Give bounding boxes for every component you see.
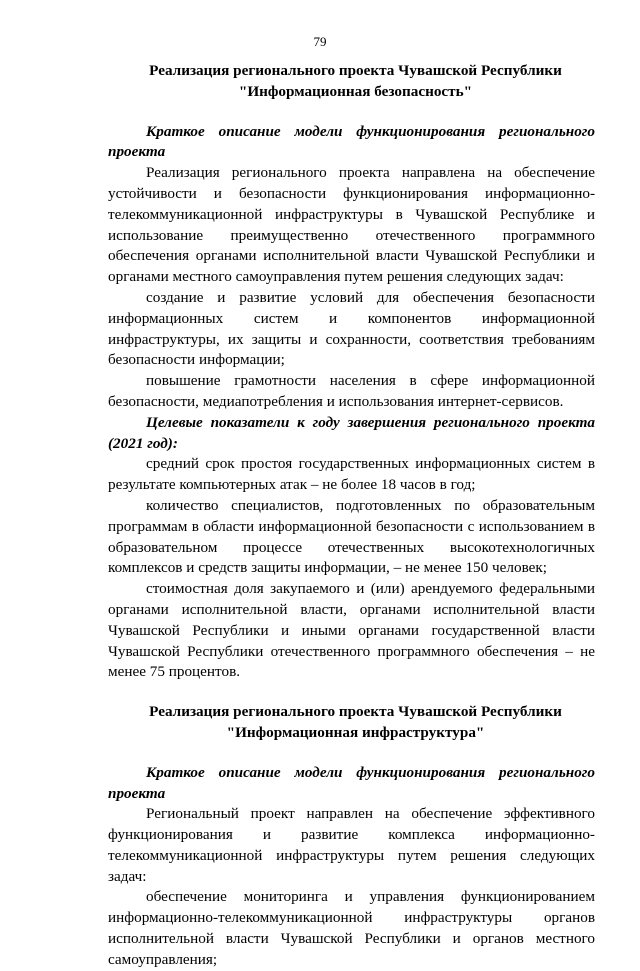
model-heading: Краткое описание модели функционирования регионального проекта [108,763,595,802]
section-title-line-1: Реализация регионального проекта Чувашской Республики [149,62,562,79]
page-content [108,61,595,971]
intro-paragraph: Реализация регионального проекта направлена на обеспечение устойчивости и безопасности функционирования информационно-телекоммуникационной инфраструктуры в Чувашской Республике и использование преимущественно отечественного программного обеспечения органами исполнительной власти Чувашской Республики и органами местного самоуправления путем решения следующих задач: [108,164,595,286]
section-information-security [108,61,595,683]
target-paragraph: количество специалистов, подготовленных по образовательным программам в области информационной безопасности с использованием в образовательном процессе отечественных высокотехнологичных комплексов и средств защиты информации, – не менее 150 человек; [108,496,595,577]
section-title-line-1: Реализация регионального проекта Чувашской Республики [149,703,562,721]
section-title-line-2: "Информационная инфраструктура" [226,723,485,741]
task-paragraph: обеспечение мониторинга и управления функционированием информационно-телекоммуникационной инфраструктуры органов исполнительной власти Чувашской Республики и органов местного самоуправления; [108,888,595,968]
targets-heading: Целевые показатели к году завершения регионального проекта (2021 год): [108,413,595,452]
intro-paragraph: Региональный проект направлен на обеспечение эффективного функционирования и развитие комплекса информационно-телекоммуникационной инфраструктуры путем решения следующих задач: [108,805,595,885]
task-paragraph: повышение грамотности населения в сфере информационной безопасности, медиапотребления и использования интернет-сервисов. [108,372,595,410]
page-number: 79 [313,34,327,49]
section-information-infrastructure [108,702,595,971]
model-heading: Краткое описание модели функционирования регионального проекта [108,122,595,161]
target-paragraph: средний срок простоя государственных информационных систем в результате компьютерных атак – не более 18 часов в год; [108,455,595,494]
task-paragraph: создание и развитие условий для обеспечения безопасности информационных систем и компонентов информационной инфраструктуры, их защиты и сохранности, соответствия требованиям безопасности информации; [108,288,595,369]
section-title-line-2: "Информационная безопасность" [238,82,473,100]
target-paragraph: стоимостная доля закупаемого и (или) арендуемого федеральными органами исполнительной власти, органами исполнительной власти Чувашской Республики и иными органами государственной власти Чувашской Республики отечественного программного обеспечения – не менее 75 процентов. [108,580,595,681]
